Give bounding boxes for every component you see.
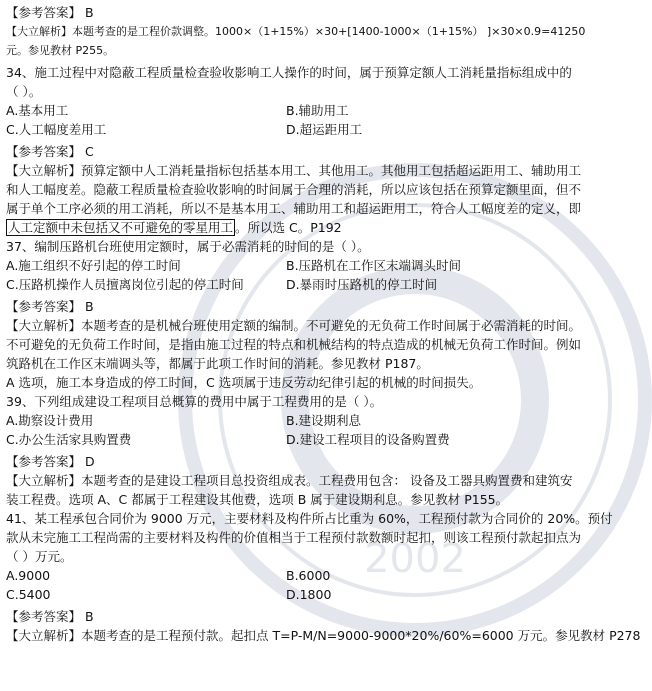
answer-line: 【参考答案】 B	[6, 299, 94, 314]
analysis-line: 属于单个工序必须的用工消耗，所以不是基本用工、辅助用工和超运距用工，符合人工幅度差的定义，即	[6, 201, 582, 216]
analysis-line: 和人工幅度差。隐蔽工程质量检查验收影响的时间属于合理的消耗，所以应该包括在预算定额里面，但不	[6, 182, 582, 197]
options-row	[6, 411, 648, 430]
answer-line: 【参考答案】 C	[6, 144, 94, 159]
answer-line: 【参考答案】 B	[6, 609, 94, 624]
question-line: （ ）。	[6, 84, 42, 99]
analysis-line: 【大立解析】本题考查的是工程价款调整。1000×（1+15%）×30+[1400-1000×（1+15%） ]×30×0.9=41250	[6, 25, 586, 38]
options-row	[6, 120, 648, 139]
analysis-line: 【大立解析】本题考查的是机械台班使用定额的编制。不可避免的无负荷工作时间属于必需消耗的时间。	[6, 318, 582, 333]
option-b: B.建设期利息	[286, 413, 362, 428]
analysis-line: 装工程费。选项 A、C 都属于工程建设其他费，选项 B 属于建设期利息。参见教材 P155。	[6, 492, 509, 507]
question-39: 39、下列组成建设工程项目总概算的费用中属于工程费用的是（ ）。	[6, 394, 383, 409]
option-a: A.基本用工	[6, 103, 69, 118]
option-d: D.1800	[286, 587, 332, 602]
boxed-phrase: 人工定额中未包括又不可避免的零星用工	[8, 220, 234, 235]
analysis-line: 【大立解析】本题考查的是建设工程项目总投资组成表。工程费用包含： 设备及工器具购置费和建筑安	[6, 473, 573, 488]
option-d: D.建设工程项目的设备购置费	[286, 432, 450, 447]
analysis-text: 。所以选 C。P192	[235, 220, 342, 235]
option-c: C.压路机操作人员擅离岗位引起的停工时间	[6, 277, 244, 292]
question-37: 37、编制压路机台班使用定额时，属于必需消耗的时间的是（ ）。	[6, 239, 370, 254]
analysis-line: 【大立解析】本题考查的是工程预付款。起扣点 T=P-M/N=9000-9000*20%/60%=6000 万元。参见教材 P278	[6, 628, 641, 643]
option-b: B.压路机在工作区末端调头时间	[286, 258, 462, 273]
question-34: 34、施工过程中对隐蔽工程质量检查验收影响工人操作的时间，属于预算定额人工消耗量指标组成中的	[6, 65, 572, 80]
question-line: （ ）万元。	[6, 549, 73, 564]
answer-line: 【参考答案】 B	[6, 5, 94, 20]
analysis-line: 【大立解析】预算定额中人工消耗量指标包括基本用工、其他用工。其他用工包括超运距用工、辅助用工	[6, 163, 582, 178]
answer-line: 【参考答案】 D	[6, 454, 95, 469]
option-c: C.人工幅度差用工	[6, 122, 107, 137]
analysis-line: A 选项，施工本身造成的停工时间，C 选项属于违反劳动纪律引起的机械的时间损失。	[6, 375, 482, 390]
options-row	[6, 256, 648, 275]
option-c: C.5400	[6, 587, 51, 602]
options-row	[6, 275, 648, 294]
document-page	[6, 3, 648, 645]
options-row	[6, 585, 648, 604]
question-41: 41、某工程承包合同价为 9000 万元，主要材料及构件所占比重为 60%，工程预付款为合同价的 20%。预付	[6, 511, 613, 526]
watermark-year: 2002	[364, 536, 466, 582]
option-b: B.辅助用工	[286, 103, 349, 118]
options-row	[6, 566, 648, 585]
option-a: A.勘察设计费用	[6, 413, 94, 428]
question-line: 款从未完施工工程尚需的主要材料及构件的价值相当于工程预付款数额时起扣，则该工程预付款起扣点为	[6, 530, 582, 545]
analysis-line: 筑路机在工作区末端调头等，都属于此项工作时间的消耗。参见教材 P187。	[6, 356, 429, 371]
option-a: A.9000	[6, 568, 51, 583]
option-a: A.施工组织不好引起的停工时间	[6, 258, 181, 273]
option-d: D.超运距用工	[286, 122, 363, 137]
options-row	[6, 101, 648, 120]
option-d: D.暴雨时压路机的停工时间	[286, 277, 438, 292]
analysis-line: 不可避免的无负荷工作时间，是指由施工过程的特点和机械结构的特点造成的机械无负荷工作时间。例如	[6, 337, 582, 352]
option-b: B.6000	[286, 568, 331, 583]
analysis-line	[6, 218, 648, 237]
option-c: C.办公生活家具购置费	[6, 432, 132, 447]
analysis-line: 元。参见教材 P255。	[6, 44, 115, 57]
options-row	[6, 430, 648, 449]
